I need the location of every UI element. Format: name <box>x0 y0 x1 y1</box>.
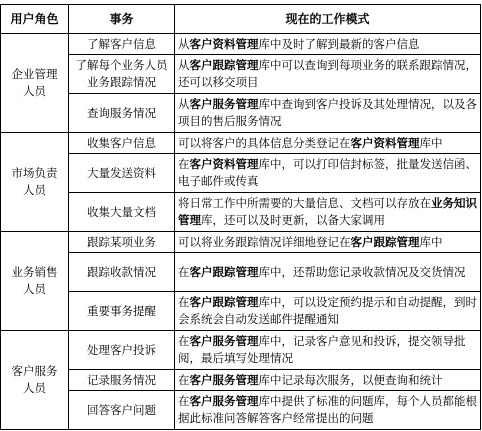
mode-text: 在 <box>178 264 190 279</box>
role-cell <box>1 232 69 331</box>
mode-cell <box>175 133 481 154</box>
database-name: 客户资料管理 <box>189 36 259 51</box>
database-name: 业务知识管理 <box>178 196 477 227</box>
task-cell <box>69 391 175 430</box>
mode-text: 库中 <box>419 135 443 150</box>
mode-text: 库中，记录客户意见和投诉，提交领导批阅，最后填写处理情况 <box>178 334 466 365</box>
mode-text: 库中 <box>419 234 443 249</box>
mode-text: 库中，可以打印信封标签，批量发送信函、电子邮件或传真 <box>178 157 477 188</box>
database-name: 客户跟踪管理 <box>189 295 259 309</box>
mode-cell <box>175 193 481 232</box>
mode-cell <box>175 292 481 331</box>
mode-text: 库中查询到客户投诉及其处理情况，以及各项目的售后服务情况 <box>178 97 477 128</box>
mode-cell <box>175 232 481 253</box>
database-name: 客户跟踪管理 <box>189 58 259 72</box>
task-cell <box>69 370 175 391</box>
task-line: 重要事务提醒 <box>87 303 156 318</box>
mode-text: 在 <box>178 394 190 408</box>
role-cell <box>1 331 69 430</box>
table-row <box>1 232 481 253</box>
task-cell <box>69 292 175 331</box>
mode-text: 库中，可以设定预约提示和自动提醒，到时会系统会自动发送邮件提醒通知 <box>178 295 477 326</box>
table-row <box>1 292 481 331</box>
task-cell <box>69 232 175 253</box>
header-task: 事务 <box>69 5 175 34</box>
mode-text: 库，还可以及时更新，以备大家调用 <box>201 213 385 227</box>
table-row <box>1 34 481 55</box>
mode-text: 库中及时了解到最新的客户信息 <box>258 36 420 51</box>
mode-text: 库中提供了标准的问题库，每个人员都能根据此标准问答解答客户经常提出的问题 <box>178 394 477 425</box>
task-line: 了解每个业务人员 <box>75 58 168 72</box>
mode-cell <box>175 94 481 133</box>
task-line: 跟踪某项业务 <box>87 234 156 249</box>
header-user-role: 用户角色 <box>1 5 69 34</box>
table-row <box>1 331 481 370</box>
task-cell <box>69 331 175 370</box>
mode-text: 可以将客户的具体信息分类登记在 <box>178 135 351 150</box>
role-cell <box>1 133 69 232</box>
task-line: 了解客户信息 <box>87 36 156 51</box>
database-name: 客户跟踪管理 <box>189 264 259 279</box>
mode-cell <box>175 154 481 193</box>
task-cell <box>69 154 175 193</box>
database-name: 客户服务管理 <box>189 394 259 408</box>
task-line: 跟踪收款情况 <box>87 264 156 279</box>
mode-text: 在 <box>178 157 190 171</box>
task-line: 大量发送资料 <box>87 165 156 180</box>
mode-cell <box>175 391 481 430</box>
work-mode-table <box>0 4 481 430</box>
task-cell <box>69 253 175 292</box>
table-row <box>1 55 481 94</box>
mode-text: 在 <box>178 295 190 309</box>
task-line: 记录服务情况 <box>87 372 156 387</box>
mode-text: 库中可以查询到每项业务的联系跟踪情况，还可以移交项目 <box>178 58 477 89</box>
database-name: 客户资料管理 <box>350 135 420 150</box>
mode-cell <box>175 55 481 94</box>
mode-text: 在 <box>178 334 190 348</box>
database-name: 客户服务管理 <box>189 97 259 111</box>
mode-cell <box>175 370 481 391</box>
header-work-mode: 现在的工作模式 <box>175 5 481 34</box>
table-row <box>1 193 481 232</box>
table-row <box>1 253 481 292</box>
task-line: 收集大量文档 <box>87 204 156 219</box>
mode-cell <box>175 331 481 370</box>
table-row <box>1 154 481 193</box>
role-line: 客户服务 <box>11 364 58 378</box>
table-row <box>1 94 481 133</box>
mode-text: 从 <box>178 36 190 51</box>
mode-text: 库中记录每次服务，以便查询和统计 <box>258 372 443 387</box>
task-cell <box>69 34 175 55</box>
mode-text: 可以将业务跟踪情况详细地登记在 <box>178 234 351 249</box>
mode-text: 从 <box>178 58 190 72</box>
task-line: 业务跟踪情况 <box>87 75 156 89</box>
task-line: 查询服务情况 <box>87 105 156 120</box>
role-line: 业务销售 <box>11 265 58 279</box>
task-cell <box>69 55 175 94</box>
mode-text: 将日常工作中所需要的大量信息、文档可以存放在 <box>178 196 431 210</box>
role-line: 人员 <box>23 84 46 98</box>
task-cell <box>69 133 175 154</box>
table-row <box>1 391 481 430</box>
role-line: 人员 <box>23 381 46 395</box>
mode-cell <box>175 253 481 292</box>
database-name: 客户服务管理 <box>189 372 259 387</box>
task-line: 处理客户投诉 <box>87 342 156 357</box>
role-line: 人员 <box>23 282 46 296</box>
database-name: 客户资料管理 <box>189 157 259 171</box>
role-cell <box>1 34 69 133</box>
header-row <box>1 5 481 34</box>
database-name: 客户服务管理 <box>189 334 259 348</box>
task-line: 回答客户问题 <box>87 402 156 417</box>
mode-text: 从 <box>178 97 190 111</box>
role-line: 企业管理 <box>11 67 58 81</box>
database-name: 客户跟踪管理 <box>350 234 420 249</box>
task-cell <box>69 193 175 232</box>
role-line: 市场负责 <box>11 166 58 180</box>
mode-cell <box>175 34 481 55</box>
table-row <box>1 370 481 391</box>
task-cell <box>69 94 175 133</box>
mode-text: 库中，还帮助您记录收款情况及交货情况 <box>258 264 466 279</box>
table-row <box>1 133 481 154</box>
task-line: 收集客户信息 <box>87 135 156 150</box>
role-line: 人员 <box>23 183 46 197</box>
mode-text: 在 <box>178 372 190 387</box>
